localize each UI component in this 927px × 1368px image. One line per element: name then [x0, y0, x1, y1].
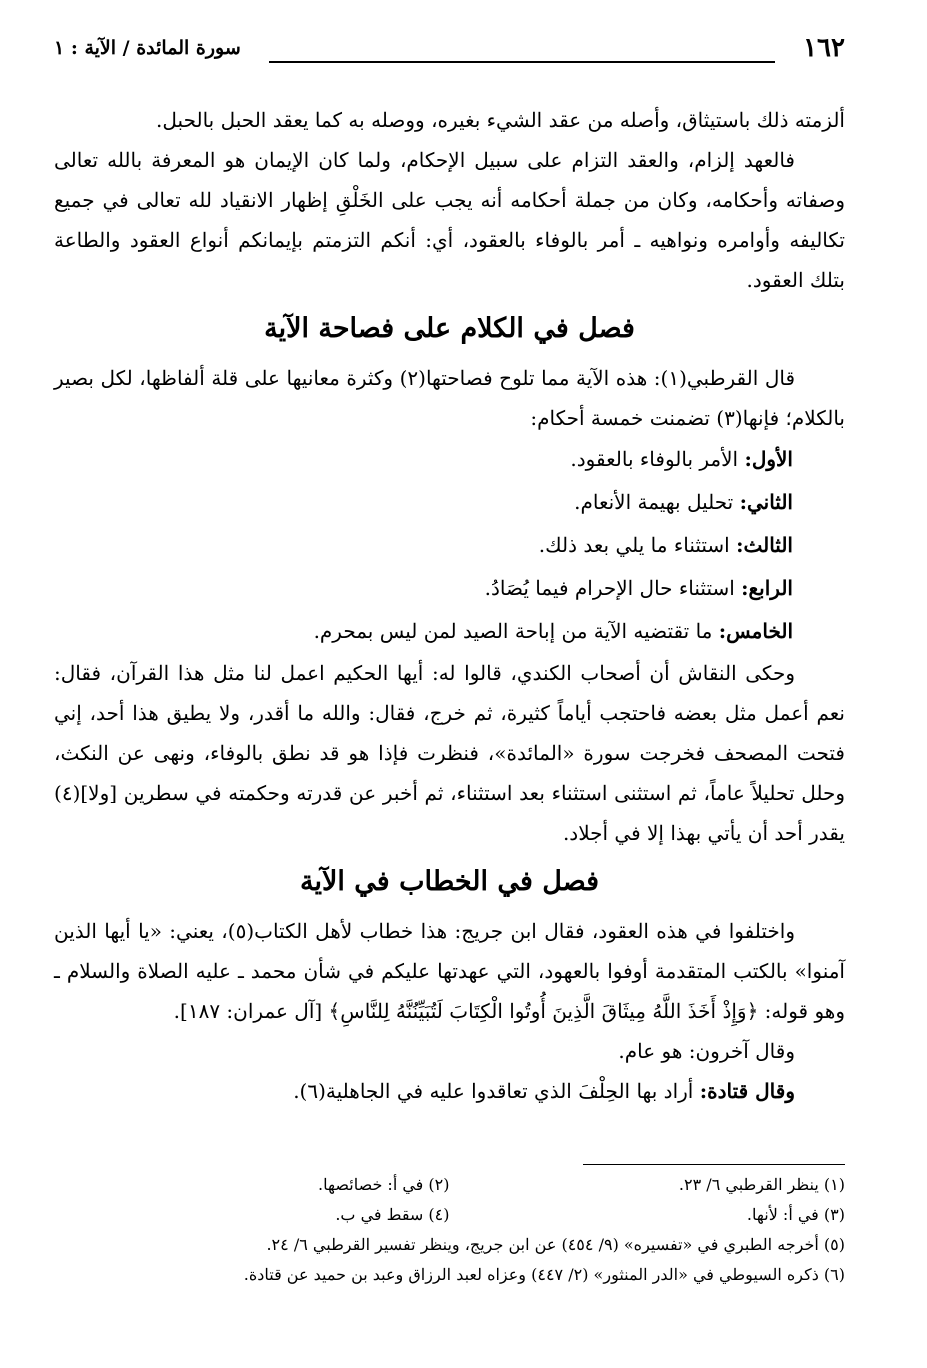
footnote-rule: [583, 1164, 845, 1165]
item-text: استثناء ما يلي بعد ذلك.: [538, 533, 730, 557]
paragraph-text: أراد بها الحِلْفَ الذي تعاقدوا عليه في الجاهلية(٦).: [293, 1079, 694, 1103]
header-rule: [269, 61, 775, 63]
list-item: [54, 481, 793, 524]
item-label: الثالث:: [736, 533, 793, 557]
list-item: [54, 610, 793, 653]
paragraph: وحكى النقاش أن أصحاب الكندي، قالوا له: أيها الحكيم اعمل لنا مثل هذا القرآن، فقال: نعم أعمل مثل بعضه فاحتجب أياماً كثيرة، ثم خرج، فقال: والله ما أقدر، ولا يطيق هذا أحد، إني فتحت المصحف فخرجت سورة «المائدة»، فنظرت فإذا هو قد نطق بالوفاء، ونهى عن النكث، وحلل تحليلاً عاماً، ثم استثنى استثناء بعد استثناء، ثم أخبر عن قدرته وحكمته في سطرين [ولا](٤) يقدر أحد أن يأتي بهذا إلا في أجلاد.: [54, 661, 845, 845]
list-item: [54, 567, 793, 610]
item-label: الثاني:: [739, 490, 793, 514]
item-text: تحليل بهيمة الأنعام.: [574, 490, 734, 514]
item-text: الأمر بالوفاء بالعقود.: [570, 447, 739, 471]
footnote: (١) ينظر القرطبي ٦/ ٢٣.: [678, 1175, 845, 1194]
item-label: الأول:: [744, 447, 793, 471]
section-heading: فصل في الكلام على فصاحة الآية: [264, 313, 635, 344]
item-label: الخامس:: [718, 619, 793, 643]
footnote: (٦) ذكره السيوطي في «الدر المنثور» (٢/ ٤٤٧) وعزاه لعبد الرزاق وعبد بن حميد عن قتادة.: [243, 1265, 845, 1284]
paragraph: [54, 1071, 845, 1111]
section-heading: فصل في الخطاب في الآية: [299, 866, 600, 897]
footnote-row: [54, 1260, 845, 1290]
footnote-row: [54, 1170, 845, 1200]
paragraph: واختلفوا في هذه العقود، فقال ابن جريج: هذا خطاب لأهل الكتاب(٥)، يعني: «يا أيها الذين آمنوا» بالكتب المتقدمة أوفوا بالعهود، التي عهدتها عليكم في شأن محمد ـ عليه الصلاة والسلام ـ وهو قوله: ﴿وَإِذْ أَخَذَ اللَّهُ مِيثَاقَ الَّذِينَ أُوتُوا الْكِتَابَ لَتُبَيِّنُنَّهُ لِلنَّاسِ﴾ [آل عمران: ١٨٧].: [54, 919, 845, 1023]
speaker-label: وقال قتادة:: [699, 1079, 795, 1103]
footnote: (٥) أخرجه الطبري في «تفسيره» (٩/ ٤٥٤) عن ابن جريج، وينظر تفسير القرطبي ٦/ ٢٤.: [266, 1235, 845, 1254]
page-number: ١٦٢: [803, 33, 845, 63]
footnote-row: [54, 1230, 845, 1260]
list-item: [54, 524, 793, 567]
footnote: (٣) في أ: لأنها.: [746, 1205, 845, 1224]
footnote: (٤) سقط في ب.: [335, 1205, 450, 1224]
paragraph: ألزمته ذلك باستيثاق، وأصله من عقد الشيء بغيره، ووصله به كما يعقد الحبل بالحبل.: [156, 108, 845, 132]
footnote-row: [54, 1200, 845, 1230]
footnote: (٢) في أ: خصائصها.: [318, 1175, 450, 1194]
running-title: سورة المائدة / الآية : ١: [54, 37, 241, 59]
paragraph: وقال آخرون: هو عام.: [618, 1039, 795, 1063]
paragraph: قال القرطبي(١): هذه الآية مما تلوح فصاحتها(٢) وكثرة معانيها على قلة ألفاظها، لكل بصير بالكلام؛ فإنها(٣) تضمنت خمسة أحكام:: [54, 366, 845, 430]
main-text: [54, 100, 845, 1111]
list-item: [54, 438, 793, 481]
item-label: الرابع:: [741, 576, 793, 600]
page-header: [54, 30, 845, 70]
footnotes: [54, 1170, 845, 1290]
item-text: ما تقتضيه الآية من إباحة الصيد لمن ليس بمحرم.: [313, 619, 713, 643]
item-text: استثناء حال الإحرام فيما يُصَادُ.: [484, 576, 735, 600]
paragraph: فالعهد إلزام، والعقد التزام على سبيل الإحكام، ولما كان الإيمان هو المعرفة بالله تعالى وصفاته وأحكامه، وكان من جملة أحكامه أنه يجب على الخَلْقِ إظهار الانقياد لله تعالى في جميع تكاليفه وأوامره ونواهيه ـ أمر بالوفاء بالعقود، أي: أنكم التزمتم بإيمانكم أنواع العقود والطاعة بتلك العقود.: [54, 148, 845, 292]
